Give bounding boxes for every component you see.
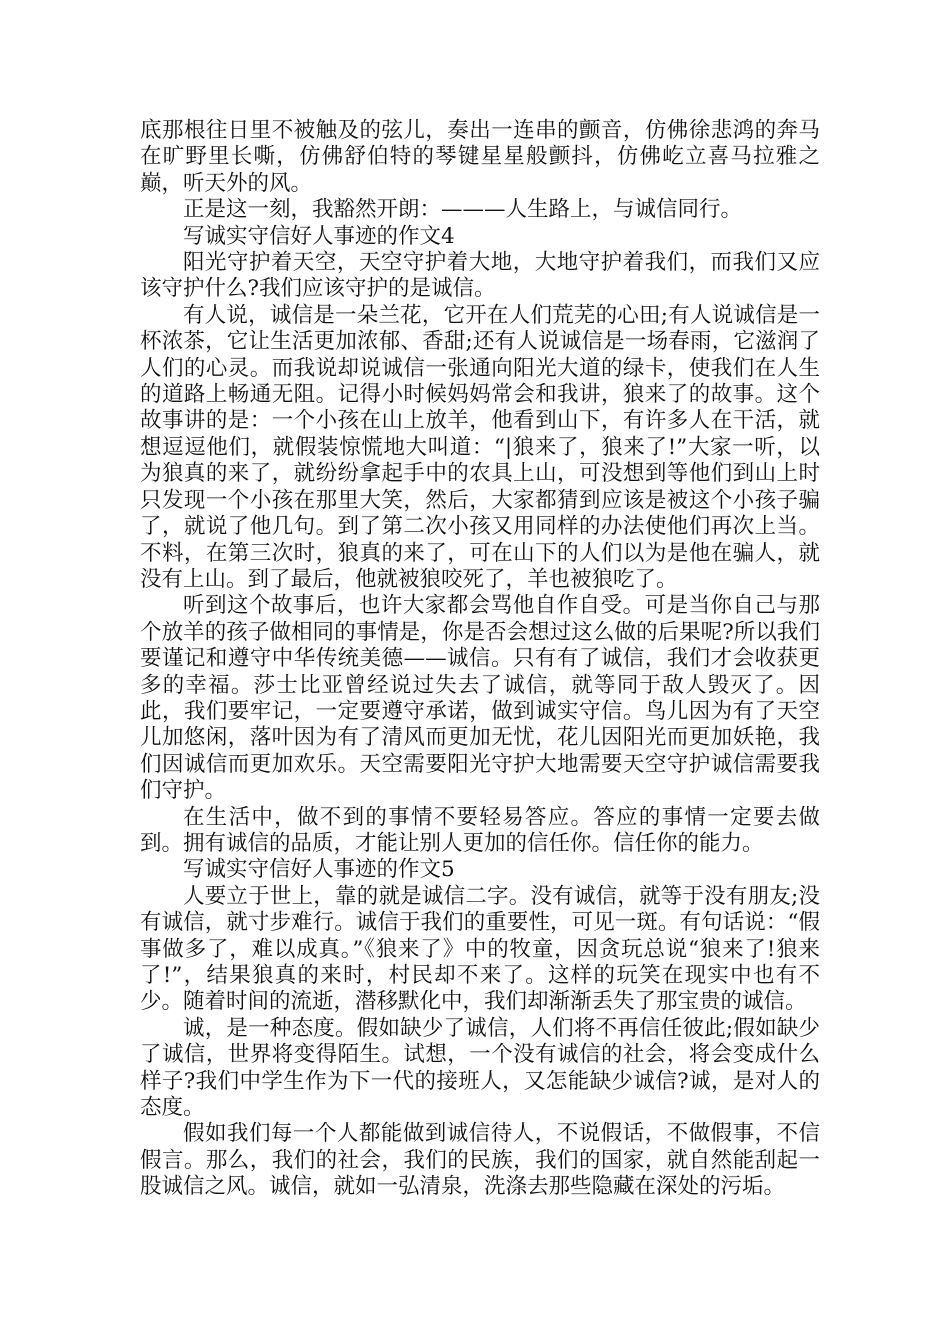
paragraph-continued: 底那根往日里不被触及的弦儿，奏出一连串的颤音，仿佛徐悲鸿的奔马在旷野里长嘶，仿佛舒伯特的琴键星星般颤抖，仿佛屹立喜马拉雅之巅，听天外的风。 bbox=[140, 118, 820, 196]
paragraph: 有人说，诚信是一朵兰花，它开在人们荒芜的心田;有人说诚信是一杯浓茶，它让生活更加浓郁、香甜;还有人说诚信是一场春雨，它滋润了人们的心灵。而我说却说诚信一张通向阳光大道的绿卡，使我们在人生的道路上畅通无阻。记得小时候妈妈常会和我讲，狼来了的故事。这个故事讲的是：一个小孩在山上放羊，他看到山下，有许多人在干活，就想逗逗他们，就假装惊慌地大叫道：“|狼来了，狼来了!”大家一听，以为狼真的来了，就纷纷拿起手中的农具上山，可没想到等他们到山上时只发现一个小孩在那里大笑，然后，大家都猜到应该是被这个小孩子骗了，就说了他几句。到了第二次小孩又用同样的办法使他们再次上当。不料，在第三次时，狼真的来了，可在山下的人们以为是他在骗人，就没有上山。到了最后，他就被狼咬死了，羊也被狼吃了。 bbox=[140, 302, 820, 592]
essay-heading-5: 写诚实守信好人事迹的作文5 bbox=[183, 857, 455, 883]
document-page bbox=[140, 118, 820, 1201]
paragraph: 诚，是一种态度。假如缺少了诚信，人们将不再信任彼此;假如缺少了诚信，世界将变得陌生。试想，一个没有诚信的社会，将会变成什么样子?我们中学生作为下一代的接班人，又怎能缺少诚信?诚，是对人的态度。 bbox=[140, 1015, 820, 1121]
paragraph: 假如我们每一个人都能做到诚信待人，不说假话，不做假事，不信假言。那么，我们的社会，我们的民族，我们的国家，就自然能刮起一股诚信之风。诚信，就如一弘清泉，洗涤去那些隐藏在深处的污垢。 bbox=[140, 1121, 820, 1200]
paragraph-conclusion: 正是这一刻，我豁然开朗：———人生路上，与诚信同行。 bbox=[183, 197, 743, 223]
paragraph: 听到这个故事后，也许大家都会骂他自作自受。可是当你自己与那个放羊的孩子做相同的事情是，你是否会想过这么做的后果呢?所以我们要谨记和遵守中华传统美德——诚信。只有有了诚信，我们才会收获更多的幸福。莎士比亚曾经说过失去了诚信，就等同于敌人毁灭了。因此，我们要牢记，一定要遵守承诺，做到诚实守信。鸟儿因为有了天空儿加悠闲，落叶因为有了清风而更加无忧，花儿因阳光而更加妖艳，我们因诚信而更加欢乐。天空需要阳光守护大地需要天空守护诚信需要我们守护。 bbox=[140, 593, 820, 804]
paragraph: 人要立于世上，靠的就是诚信二字。没有诚信，就等于没有朋友;没有诚信，就寸步难行。诚信于我们的重要性，可见一斑。有句话说：“假事做多了，难以成真。”《狼来了》中的牧童，因贪玩总说“狼来了!狼来了!”，结果狼真的来时，村民却不来了。这样的玩笑在现实中也有不少。随着时间的流逝，潜移默化中，我们却渐渐丢失了那宝贵的诚信。 bbox=[140, 883, 820, 1015]
paragraph: 阳光守护着天空，天空守护着大地，大地守护着我们，而我们又应该守护什么?我们应该守护的是诚信。 bbox=[140, 250, 820, 302]
paragraph: 在生活中，做不到的事情不要轻易答应。答应的事情一定要去做到。拥有诚信的品质，才能让别人更加的信任你。信任你的能力。 bbox=[140, 804, 820, 856]
essay-heading-4: 写诚实守信好人事迹的作文4 bbox=[183, 223, 455, 249]
